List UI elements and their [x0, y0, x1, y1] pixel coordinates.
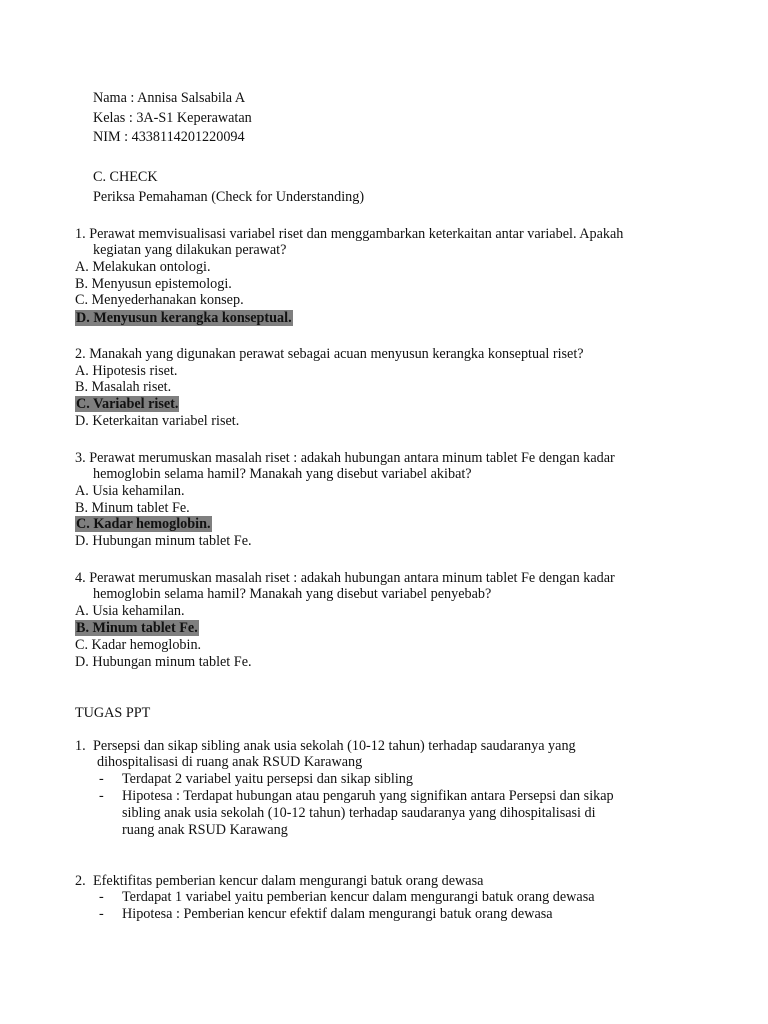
tugas-1-bullet1: Terdapat 2 variabel yaitu persepsi dan sikap sibling — [122, 771, 413, 787]
question-3-option-b: B. Minum tablet Fe. — [75, 500, 190, 516]
question-4-option-a: A. Usia kehamilan. — [75, 603, 185, 619]
question-3-line2: hemoglobin selama hamil? Manakah yang disebut variabel akibat? — [93, 466, 472, 482]
tugas-2-bullet1: Terdapat 1 variabel yaitu pemberian kencur dalam mengurangi batuk orang dewasa — [122, 889, 595, 905]
tugas-1-bullet2-line1: Hipotesa : Terdapat hubungan atau pengaruh yang signifikan antara Persepsi dan sikap — [122, 788, 614, 804]
question-1-option-a: A. Melakukan ontologi. — [75, 259, 211, 275]
bullet-dash: - — [99, 889, 104, 905]
question-3-line1: 3. Perawat merumuskan masalah riset : adakah hubungan antara minum tablet Fe dengan kadar — [75, 450, 615, 466]
question-2-line1: 2. Manakah yang digunakan perawat sebagai acuan menyusun kerangka konseptual riset? — [75, 346, 584, 362]
question-4-line2: hemoglobin selama hamil? Manakah yang disebut variabel penyebab? — [93, 586, 492, 602]
question-2-option-b: B. Masalah riset. — [75, 379, 172, 395]
tugas-1-line2: dihospitalisasi di ruang anak RSUD Karawang — [97, 754, 363, 770]
tugas-2-bullet2-line1: Hipotesa : Pemberian kencur efektif dalam mengurangi batuk orang dewasa — [122, 906, 553, 922]
answer-highlight: C. Variabel riset. — [76, 396, 179, 412]
question-2-option-a: A. Hipotesis riset. — [75, 363, 178, 379]
section-title: C. CHECK — [93, 169, 158, 185]
question-3-option-d: D. Hubungan minum tablet Fe. — [75, 533, 252, 549]
student-class: Kelas : 3A-S1 Keperawatan — [93, 110, 252, 126]
answer-highlight: B. Minum tablet Fe. — [76, 620, 198, 636]
bullet-dash: - — [99, 771, 104, 787]
tugas-1-line1: Persepsi dan sikap sibling anak usia sekolah (10-12 tahun) terhadap saudaranya yang — [93, 738, 576, 754]
tugas-1-bullet2-line3: ruang anak RSUD Karawang — [122, 822, 288, 838]
question-4-option-d: D. Hubungan minum tablet Fe. — [75, 654, 252, 670]
section-subtitle: Periksa Pemahaman (Check for Understanding) — [93, 189, 365, 205]
question-3-option-a: A. Usia kehamilan. — [75, 483, 185, 499]
question-4-line1: 4. Perawat merumuskan masalah riset : adakah hubungan antara minum tablet Fe dengan kadar — [75, 570, 615, 586]
question-1-line2: kegiatan yang dilakukan perawat? — [93, 242, 287, 258]
answer-highlight: D. Menyusun kerangka konseptual. — [76, 310, 292, 326]
question-4-answer — [75, 620, 199, 637]
question-4-option-c: C. Kadar hemoglobin. — [75, 637, 202, 653]
tugas-2-number: 2. — [75, 873, 86, 889]
answer-highlight: C. Kadar hemoglobin. — [76, 516, 211, 532]
question-2-option-d: D. Keterkaitan variabel riset. — [75, 413, 240, 429]
tugas-1-bullet2-line2: sibling anak usia sekolah (10-12 tahun) terhadap saudaranya yang dihospitalisasi di — [122, 805, 596, 821]
tugas-2-line1: Efektifitas pemberian kencur dalam mengurangi batuk orang dewasa — [93, 873, 484, 889]
student-name: Nama : Annisa Salsabila A — [93, 90, 246, 106]
tugas-1-number: 1. — [75, 738, 86, 754]
question-2-answer — [75, 396, 179, 413]
tugas-title: TUGAS PPT — [75, 705, 151, 721]
bullet-dash: - — [99, 906, 104, 922]
student-nim: NIM : 4338114201220094 — [93, 129, 245, 145]
question-3-answer — [75, 516, 212, 533]
bullet-dash: - — [99, 788, 104, 804]
question-1-option-b: B. Menyusun epistemologi. — [75, 276, 232, 292]
question-1-line1: 1. Perawat memvisualisasi variabel riset dan menggambarkan keterkaitan antar variabel. Apakah — [75, 226, 624, 242]
question-1-option-c: C. Menyederhanakan konsep. — [75, 292, 244, 308]
question-1-answer — [75, 310, 293, 327]
